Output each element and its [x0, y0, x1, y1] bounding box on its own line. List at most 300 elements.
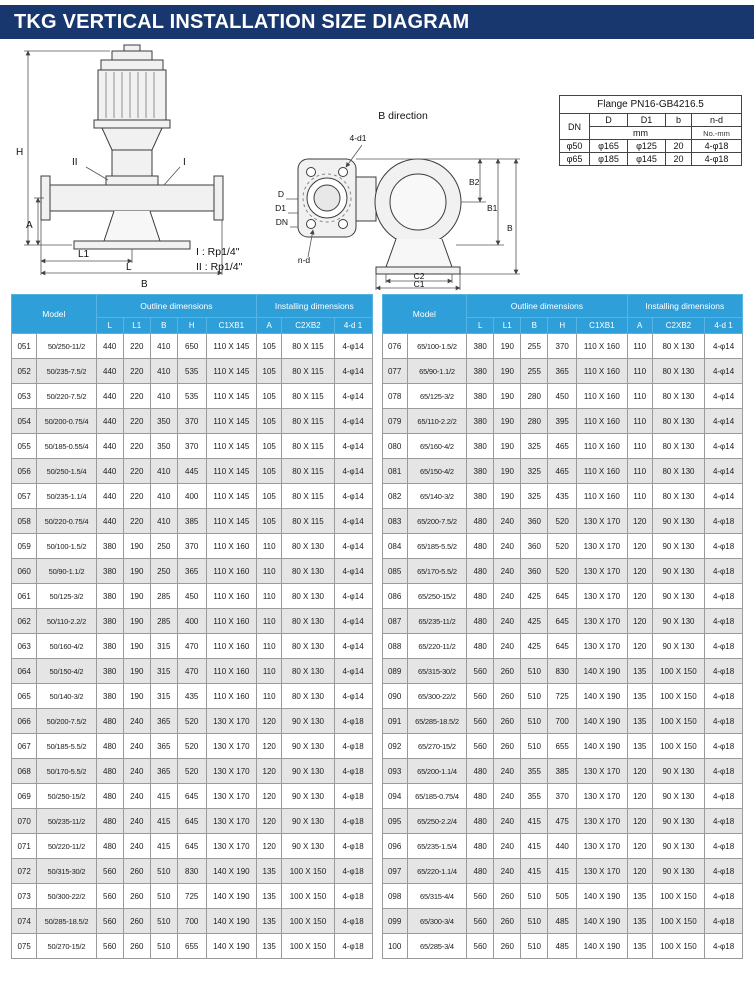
table-cell: 380: [96, 634, 123, 659]
col-header-A: A: [257, 318, 282, 334]
table-cell: 410: [150, 509, 177, 534]
table-cell: 360: [521, 509, 548, 534]
table-cell: 50/285-18.5/2: [37, 909, 96, 934]
table-cell: 440: [96, 484, 123, 509]
table-cell: 110: [627, 359, 652, 384]
table-cell: 120: [257, 784, 282, 809]
table-cell: 140 X 190: [206, 934, 256, 959]
table-cell: 089: [382, 659, 407, 684]
table-cell: 190: [494, 459, 521, 484]
table-cell: 480: [467, 809, 494, 834]
table-cell: 655: [177, 934, 206, 959]
table-cell: 4-φ14: [705, 484, 743, 509]
table-cell: 4-φ18: [334, 784, 372, 809]
table-cell: 4-φ18: [334, 909, 372, 934]
table-cell: 130 X 170: [577, 809, 627, 834]
table-cell: 325: [521, 484, 548, 509]
table-cell: 095: [382, 809, 407, 834]
flange-unit-no-mm: No.-mm: [692, 127, 742, 140]
table-cell: φ65: [560, 153, 590, 166]
table-cell: 370: [548, 784, 577, 809]
table-cell: 220: [123, 334, 150, 359]
table-cell: 110: [627, 459, 652, 484]
table-cell: 440: [96, 509, 123, 534]
table-cell: 80 X 130: [282, 634, 334, 659]
table-cell: 80 X 130: [282, 684, 334, 709]
table-cell: 105: [257, 334, 282, 359]
table-cell: 425: [521, 609, 548, 634]
table-cell: 380: [96, 534, 123, 559]
table-row: [12, 659, 373, 684]
table-cell: 100 X 150: [652, 709, 704, 734]
table-cell: 4-φ18: [705, 934, 743, 959]
table-cell: 110 X 160: [577, 334, 627, 359]
table-row: [12, 359, 373, 384]
table-cell: 4-φ14: [334, 509, 372, 534]
table-cell: 380: [96, 684, 123, 709]
table-cell: 285: [150, 609, 177, 634]
table-cell: 4-φ14: [334, 534, 372, 559]
table-cell: 50/125-3/2: [37, 584, 96, 609]
table-row: [382, 409, 743, 434]
table-cell: 400: [177, 484, 206, 509]
table-row: [382, 559, 743, 584]
table-cell: 20: [666, 140, 692, 153]
table-cell: 240: [494, 634, 521, 659]
table-cell: 480: [96, 759, 123, 784]
table-cell: 350: [150, 409, 177, 434]
table-cell: 50/235-1.1/4: [37, 484, 96, 509]
table-cell: 4-φ14: [705, 359, 743, 384]
table-cell: 415: [150, 809, 177, 834]
table-cell: 4-φ14: [334, 659, 372, 684]
table-cell: 052: [12, 359, 37, 384]
table-cell: 100 X 150: [652, 909, 704, 934]
table-row: [382, 659, 743, 684]
table-cell: 65/100-1.5/2: [407, 334, 466, 359]
table-cell: 130 X 170: [206, 759, 256, 784]
table-cell: 90 X 130: [652, 584, 704, 609]
table-cell: 380: [96, 559, 123, 584]
table-cell: 4-φ14: [334, 609, 372, 634]
table-cell: 130 X 170: [206, 784, 256, 809]
table-cell: 240: [494, 834, 521, 859]
table-cell: 110 X 160: [577, 459, 627, 484]
col-header-B: B: [521, 318, 548, 334]
table-row: [382, 884, 743, 909]
table-row: [382, 334, 743, 359]
table-cell: 560: [467, 734, 494, 759]
table-cell: 80 X 115: [282, 484, 334, 509]
table-cell: 645: [548, 584, 577, 609]
table-cell: 65/220-11/2: [407, 634, 466, 659]
table-cell: 80 X 115: [282, 334, 334, 359]
table-cell: 365: [150, 759, 177, 784]
table-cell: 083: [382, 509, 407, 534]
table-cell: 220: [123, 384, 150, 409]
table-row: [382, 784, 743, 809]
table-cell: 190: [494, 334, 521, 359]
table-cell: 4-φ18: [334, 759, 372, 784]
table-cell: 50/300-22/2: [37, 884, 96, 909]
dim-label-B-right: B: [507, 223, 513, 233]
table-cell: 315: [150, 684, 177, 709]
table-cell: 410: [150, 484, 177, 509]
table-cell: 415: [521, 859, 548, 884]
flange-col-b: b: [666, 114, 692, 127]
table-cell: 480: [467, 609, 494, 634]
table-cell: 80 X 115: [282, 459, 334, 484]
table-row: [382, 384, 743, 409]
table-cell: 50/250-1.5/4: [37, 459, 96, 484]
dim-label-DN: DN: [275, 217, 288, 227]
table-cell: 190: [123, 659, 150, 684]
table-cell: 066: [12, 709, 37, 734]
table-cell: 645: [177, 834, 206, 859]
col-group-installing: Installing dimensions: [627, 295, 742, 318]
table-cell: 480: [467, 834, 494, 859]
table-cell: 135: [627, 884, 652, 909]
table-cell: 465: [548, 459, 577, 484]
table-cell: 510: [521, 884, 548, 909]
col-header-L1: L1: [494, 318, 521, 334]
table-cell: 110 X 160: [577, 484, 627, 509]
table-cell: 055: [12, 434, 37, 459]
table-cell: 110: [257, 584, 282, 609]
table-row: [12, 884, 373, 909]
table-cell: 65/170-5.5/2: [407, 559, 466, 584]
table-cell: 280: [521, 384, 548, 409]
table-cell: 440: [96, 359, 123, 384]
table-cell: 250: [150, 534, 177, 559]
table-cell: 240: [494, 759, 521, 784]
table-cell: 65/235-1.5/4: [407, 834, 466, 859]
table-cell: 140 X 190: [577, 909, 627, 934]
table-cell: 510: [150, 859, 177, 884]
table-row: [12, 784, 373, 809]
table-row: [12, 559, 373, 584]
table-cell: 80 X 130: [282, 659, 334, 684]
table-cell: 067: [12, 734, 37, 759]
table-cell: 240: [123, 834, 150, 859]
table-cell: 135: [627, 684, 652, 709]
table-cell: φ50: [560, 140, 590, 153]
table-cell: 130 X 170: [206, 709, 256, 734]
table-cell: 110 X 160: [206, 584, 256, 609]
table-cell: 190: [123, 584, 150, 609]
table-cell: 4-φ18: [692, 140, 742, 153]
table-cell: 260: [494, 734, 521, 759]
table-row: [382, 734, 743, 759]
table-cell: 120: [257, 709, 282, 734]
col-header-C1XB1: C1XB1: [577, 318, 627, 334]
table-cell: 90 X 130: [652, 809, 704, 834]
table-cell: 110 X 145: [206, 484, 256, 509]
table-cell: 355: [521, 759, 548, 784]
table-cell: 140 X 190: [577, 659, 627, 684]
table-cell: 220: [123, 359, 150, 384]
flange-col-n-d: n-d: [692, 114, 742, 127]
table-cell: 50/315-30/2: [37, 859, 96, 884]
table-cell: 440: [548, 834, 577, 859]
table-cell: φ125: [628, 140, 666, 153]
table-cell: 091: [382, 709, 407, 734]
table-cell: 051: [12, 334, 37, 359]
table-cell: 280: [521, 409, 548, 434]
table-cell: 120: [627, 559, 652, 584]
table-cell: 260: [494, 684, 521, 709]
table-cell: 480: [96, 809, 123, 834]
table-cell: 560: [467, 884, 494, 909]
port-notes: [196, 245, 242, 274]
table-cell: 140 X 190: [206, 884, 256, 909]
table-cell: 100: [382, 934, 407, 959]
table-cell: 380: [96, 659, 123, 684]
table-cell: 65/270-15/2: [407, 734, 466, 759]
table-cell: 350: [150, 434, 177, 459]
dim-label-D1: D1: [275, 203, 286, 213]
table-row: [382, 859, 743, 884]
col-group-outline: Outline dimensions: [96, 295, 256, 318]
table-cell: 110 X 160: [206, 634, 256, 659]
table-cell: 130 X 170: [206, 834, 256, 859]
table-cell: 110 X 160: [206, 659, 256, 684]
table-cell: 130 X 170: [577, 609, 627, 634]
table-cell: 100 X 150: [282, 934, 334, 959]
table-cell: 50/150-4/2: [37, 659, 96, 684]
table-cell: 074: [12, 909, 37, 934]
table-row: [382, 484, 743, 509]
table-cell: 65/185-0.75/4: [407, 784, 466, 809]
table-cell: 90 X 130: [282, 709, 334, 734]
table-cell: 65/300-3/4: [407, 909, 466, 934]
table-cell: 480: [467, 634, 494, 659]
table-cell: 65/200-1.1/4: [407, 759, 466, 784]
table-cell: 4-φ18: [705, 559, 743, 584]
table-cell: 4-φ18: [334, 884, 372, 909]
col-header-H: H: [177, 318, 206, 334]
table-cell: 65/235-11/2: [407, 609, 466, 634]
table-cell: 510: [521, 659, 548, 684]
table-cell: 110: [257, 534, 282, 559]
table-cell: 510: [150, 909, 177, 934]
table-cell: 073: [12, 884, 37, 909]
col-group-installing: Installing dimensions: [257, 295, 372, 318]
table-cell: 070: [12, 809, 37, 834]
table-row: [12, 859, 373, 884]
table-cell: 80 X 115: [282, 509, 334, 534]
table-cell: 365: [177, 559, 206, 584]
table-cell: 097: [382, 859, 407, 884]
table-cell: 65/285-3/4: [407, 934, 466, 959]
table-cell: 440: [96, 434, 123, 459]
col-group-outline: Outline dimensions: [467, 295, 627, 318]
table-cell: 4-φ18: [705, 584, 743, 609]
table-cell: 50/235-11/2: [37, 809, 96, 834]
col-header-H: H: [548, 318, 577, 334]
table-cell: 50/90-1.1/2: [37, 559, 96, 584]
table-cell: 135: [627, 659, 652, 684]
table-cell: 110 X 145: [206, 359, 256, 384]
table-cell: 510: [521, 734, 548, 759]
table-cell: 655: [548, 734, 577, 759]
table-cell: 400: [177, 609, 206, 634]
table-cell: 4-φ18: [334, 934, 372, 959]
table-cell: 4-φ18: [334, 834, 372, 859]
table-cell: 120: [627, 759, 652, 784]
table-cell: 80 X 130: [652, 384, 704, 409]
table-cell: 120: [627, 534, 652, 559]
table-cell: 130 X 170: [577, 534, 627, 559]
page-title: TKG VERTICAL INSTALLATION SIZE DIAGRAM: [0, 5, 754, 39]
table-cell: 220: [123, 434, 150, 459]
table-cell: 086: [382, 584, 407, 609]
table-cell: 325: [521, 459, 548, 484]
table-cell: 4-φ18: [705, 509, 743, 534]
table-cell: 088: [382, 634, 407, 659]
table-cell: 65/250-15/2: [407, 584, 466, 609]
table-row: [382, 459, 743, 484]
table-cell: 062: [12, 609, 37, 634]
table-cell: 087: [382, 609, 407, 634]
table-cell: 098: [382, 884, 407, 909]
table-cell: 140 X 190: [577, 734, 627, 759]
table-cell: 380: [467, 409, 494, 434]
table-cell: 4-φ14: [334, 359, 372, 384]
table-cell: 370: [177, 434, 206, 459]
table-cell: 135: [627, 709, 652, 734]
dim-label-H: H: [16, 147, 24, 158]
table-cell: 4-φ14: [705, 384, 743, 409]
table-cell: 90 X 130: [282, 784, 334, 809]
dim-label-L: L: [126, 262, 132, 273]
table-cell: 50/140-3/2: [37, 684, 96, 709]
table-cell: 110: [257, 684, 282, 709]
table-row: [382, 509, 743, 534]
table-cell: 650: [177, 334, 206, 359]
table-row: [382, 534, 743, 559]
table-cell: 075: [12, 934, 37, 959]
table-cell: 90 X 130: [282, 809, 334, 834]
table-row: [382, 934, 743, 959]
table-cell: 315: [150, 634, 177, 659]
port-label-I: I: [183, 157, 186, 168]
table-row: [382, 909, 743, 934]
spec-table-left-body: [12, 334, 373, 959]
table-cell: 80 X 115: [282, 359, 334, 384]
table-cell: 240: [123, 734, 150, 759]
table-cell: 65/90-1.1/2: [407, 359, 466, 384]
table-row: [12, 684, 373, 709]
col-header-model: Model: [12, 295, 97, 334]
table-cell: 80 X 130: [652, 434, 704, 459]
col-header-4-d1: 4-d 1: [705, 318, 743, 334]
table-cell: 520: [177, 709, 206, 734]
pump-b-direction-drawing: [258, 91, 538, 291]
table-cell: 056: [12, 459, 37, 484]
table-cell: 120: [627, 809, 652, 834]
table-cell: 130 X 170: [577, 509, 627, 534]
table-cell: 90 X 130: [282, 734, 334, 759]
table-cell: 140 X 190: [577, 934, 627, 959]
table-cell: 355: [521, 784, 548, 809]
table-cell: 260: [494, 659, 521, 684]
table-cell: 190: [494, 359, 521, 384]
table-cell: 140 X 190: [206, 909, 256, 934]
table-cell: 110 X 145: [206, 434, 256, 459]
table-cell: 385: [177, 509, 206, 534]
table-cell: 255: [521, 359, 548, 384]
table-cell: 190: [123, 684, 150, 709]
table-cell: 480: [467, 584, 494, 609]
table-row: [382, 434, 743, 459]
table-cell: 4-φ14: [334, 584, 372, 609]
spec-table-right: [382, 294, 744, 959]
table-cell: 435: [177, 684, 206, 709]
table-cell: 65/315-4/4: [407, 884, 466, 909]
table-row: [12, 584, 373, 609]
table-cell: φ145: [628, 153, 666, 166]
table-cell: 475: [548, 809, 577, 834]
table-cell: 50/220-0.75/4: [37, 509, 96, 534]
table-cell: 65/150-4/2: [407, 459, 466, 484]
table-cell: 435: [548, 484, 577, 509]
table-cell: 260: [123, 934, 150, 959]
table-row: [382, 584, 743, 609]
table-cell: 140 X 190: [577, 684, 627, 709]
table-cell: 4-φ18: [705, 784, 743, 809]
table-cell: 105: [257, 484, 282, 509]
table-cell: 380: [467, 359, 494, 384]
table-cell: 4-φ14: [334, 684, 372, 709]
dim-label-B1: B1: [487, 203, 498, 213]
table-cell: 360: [521, 534, 548, 559]
table-cell: 120: [257, 809, 282, 834]
table-cell: 415: [150, 834, 177, 859]
table-cell: 80 X 115: [282, 434, 334, 459]
port-note-line-2: II : Rp1/4": [196, 260, 243, 273]
table-cell: 190: [494, 409, 521, 434]
table-cell: 4-φ18: [705, 759, 743, 784]
table-cell: 079: [382, 409, 407, 434]
table-cell: 081: [382, 459, 407, 484]
table-cell: 65/185-5.5/2: [407, 534, 466, 559]
table-cell: 50/200-7.5/2: [37, 709, 96, 734]
table-cell: 80 X 130: [652, 484, 704, 509]
table-cell: 830: [548, 659, 577, 684]
table-cell: 077: [382, 359, 407, 384]
table-cell: 4-φ18: [705, 809, 743, 834]
table-cell: 50/170-5.5/2: [37, 759, 96, 784]
table-cell: 076: [382, 334, 407, 359]
table-row: [12, 334, 373, 359]
table-cell: 190: [494, 384, 521, 409]
table-cell: 90 X 130: [652, 759, 704, 784]
table-row: [12, 434, 373, 459]
table-cell: 520: [548, 509, 577, 534]
table-cell: 80 X 130: [652, 409, 704, 434]
table-cell: 645: [548, 609, 577, 634]
table-cell: 190: [494, 484, 521, 509]
dim-label-C2: C2: [413, 271, 425, 281]
table-cell: 105: [257, 459, 282, 484]
table-cell: 380: [96, 584, 123, 609]
table-cell: 190: [123, 634, 150, 659]
table-cell: 285: [150, 584, 177, 609]
table-cell: 520: [177, 734, 206, 759]
table-row: [12, 609, 373, 634]
table-cell: 240: [123, 759, 150, 784]
